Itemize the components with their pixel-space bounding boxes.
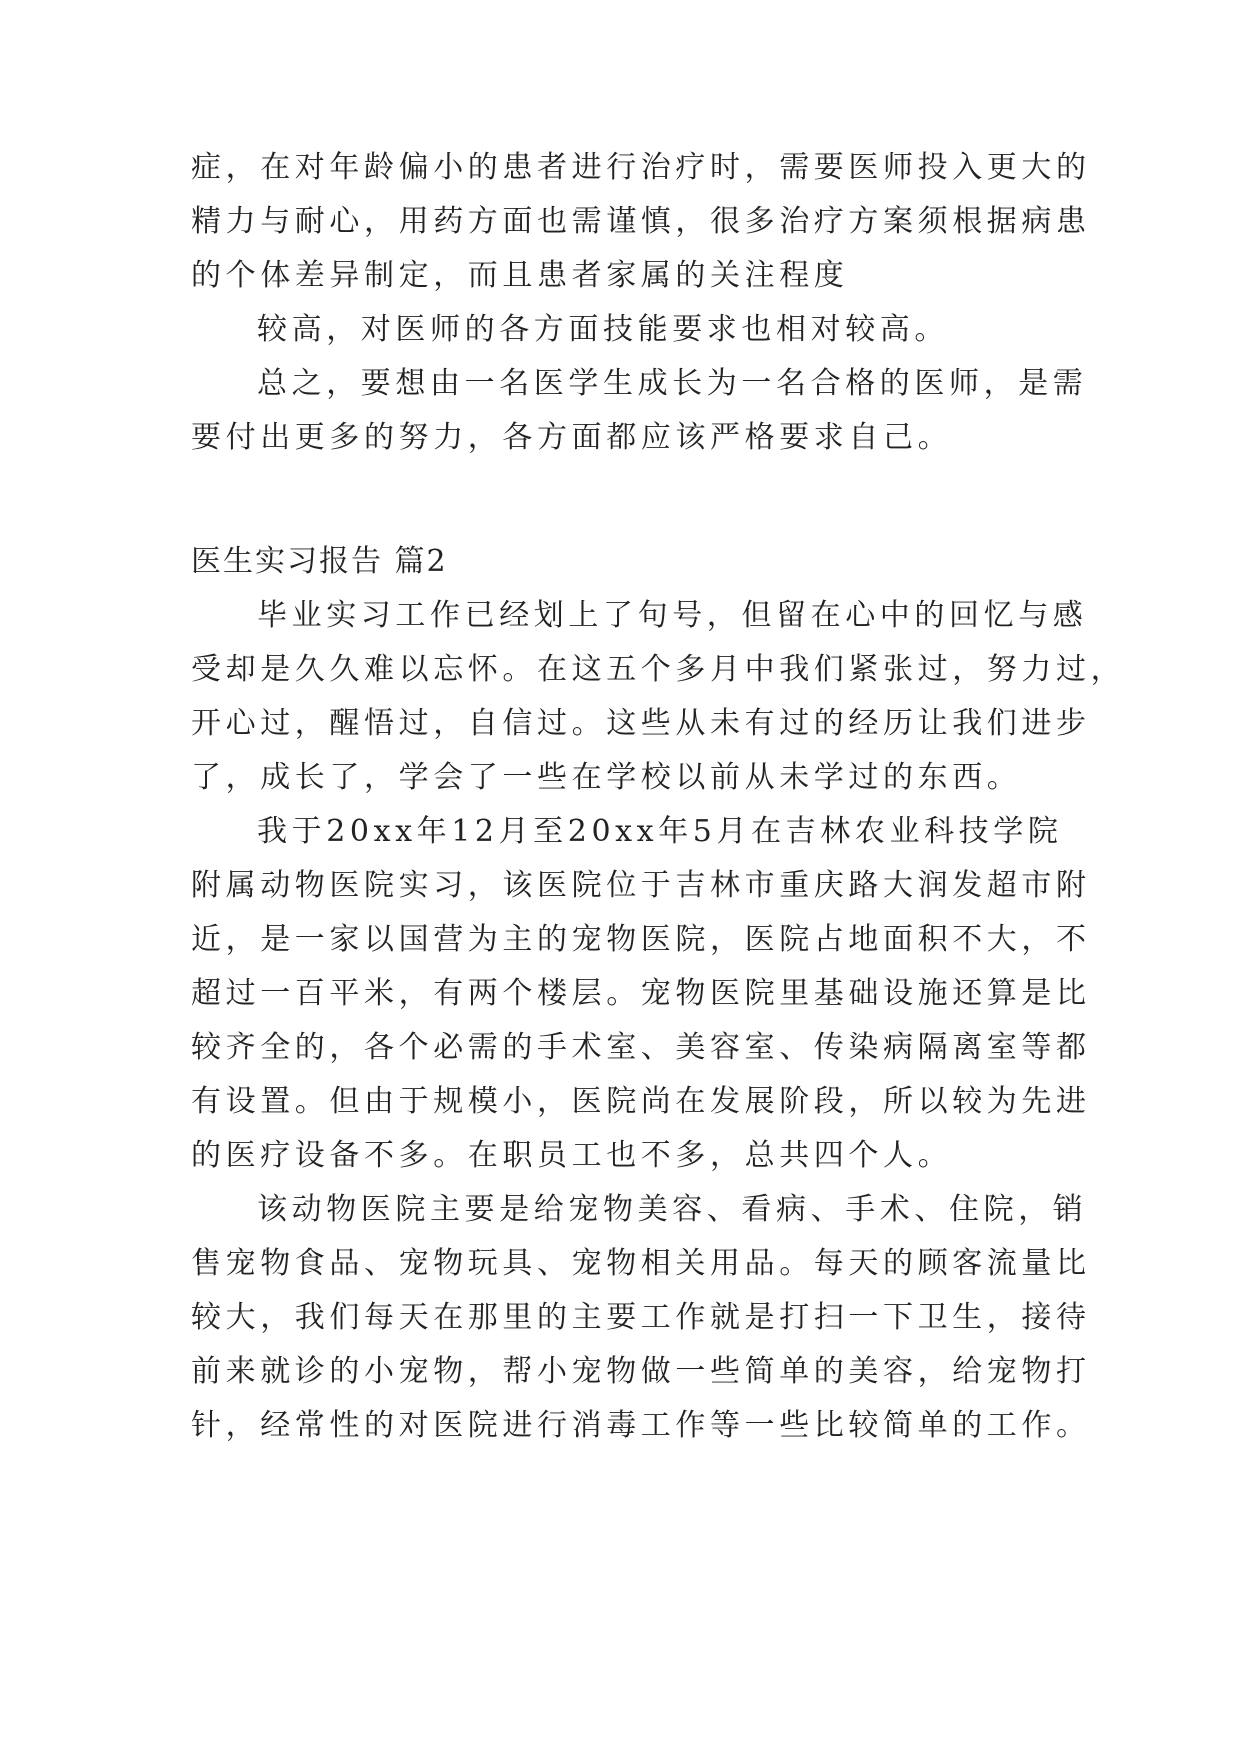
- text-line: 受却是久久难以忘怀。在这五个多月中我们紧张过，努力过，: [191, 652, 1126, 687]
- text-line: 较高，对医师的各方面技能要求也相对较高。: [257, 312, 949, 347]
- text-line: 超过一百平米，有两个楼层。宠物医院里基础设施还算是比: [191, 976, 1091, 1011]
- text-line: 附属动物医院实习，该医院位于吉林市重庆路大润发超市附: [191, 868, 1091, 903]
- text-line: 了，成长了，学会了一些在学校以前从未学过的东西。: [191, 760, 1022, 795]
- text-line: 要付出更多的努力，各方面都应该严格要求自己。: [191, 420, 953, 455]
- text-line: 有设置。但由于规模小，医院尚在发展阶段，所以较为先进: [191, 1084, 1091, 1119]
- text-line: 近，是一家以国营为主的宠物医院，医院占地面积不大，不: [191, 922, 1091, 957]
- text-line: 针，经常性的对医院进行消毒工作等一些比较简单的工作。: [191, 1408, 1091, 1443]
- text-line: 较齐全的，各个必需的手术室、美容室、传染病隔离室等都: [191, 1030, 1091, 1065]
- text-line: 售宠物食品、宠物玩具、宠物相关用品。每天的顾客流量比: [191, 1246, 1091, 1281]
- text-line: 的个体差异制定，而且患者家属的关注程度: [191, 258, 849, 293]
- text-line: 总之，要想由一名医学生成长为一名合格的医师，是需: [257, 366, 1088, 401]
- text-line: 的医疗设备不多。在职员工也不多，总共四个人。: [191, 1138, 953, 1173]
- text-line: 症，在对年龄偏小的患者进行治疗时，需要医师投入更大的: [191, 150, 1091, 185]
- text-line: 较大，我们每天在那里的主要工作就是打扫一下卫生，接待: [191, 1300, 1091, 1335]
- text-line: 我于20xx年12月至20xx年5月在吉林农业科技学院: [257, 814, 1063, 849]
- text-line: 精力与耐心，用药方面也需谨慎，很多治疗方案须根据病患: [191, 204, 1091, 239]
- text-line: 前来就诊的小宠物，帮小宠物做一些简单的美容，给宠物打: [191, 1354, 1091, 1389]
- text-line: 开心过，醒悟过，自信过。这些从未有过的经历让我们进步: [191, 706, 1091, 741]
- text-line: 毕业实习工作已经划上了句号，但留在心中的回忆与感: [257, 598, 1088, 633]
- section-heading: 医生实习报告 篇2: [191, 544, 448, 579]
- text-line: 该动物医院主要是给宠物美容、看病、手术、住院，销: [257, 1192, 1088, 1227]
